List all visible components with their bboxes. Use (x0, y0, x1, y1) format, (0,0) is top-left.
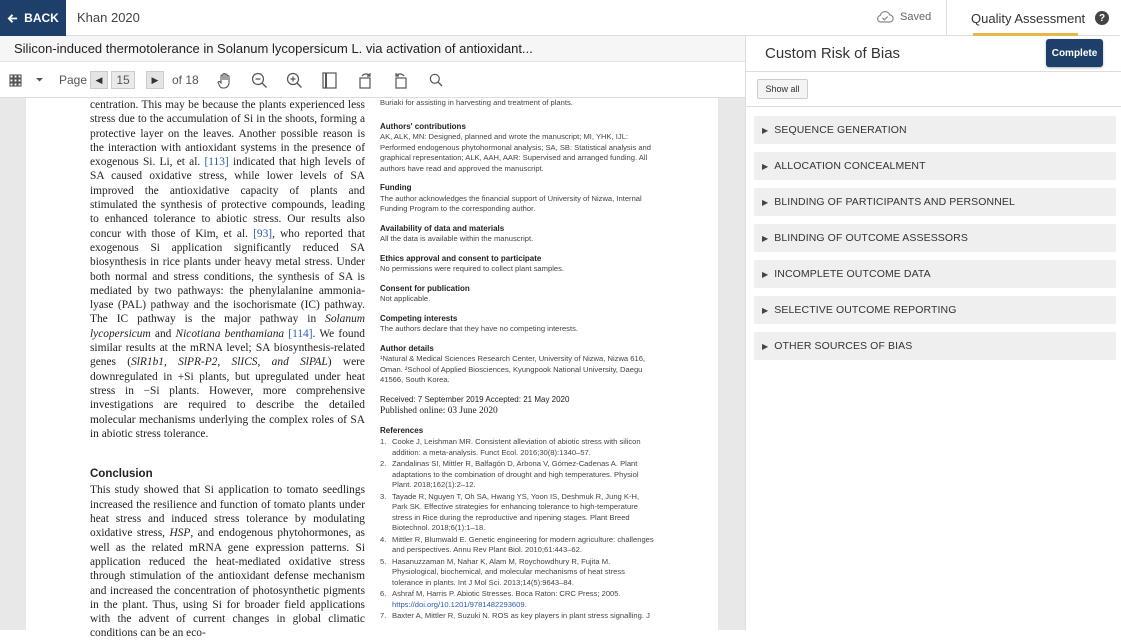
bias-domain-label: SELECTIVE OUTCOME REPORTING (774, 304, 957, 316)
reference-text: Cooke J, Leishman MR. Consistent alleviation of abiotic stress with silicon addition: a meta-analysis. Funct Ecol. 2016;30(8):1340–57. (392, 437, 641, 457)
bias-domain-item[interactable] (754, 260, 1116, 288)
reference-text: Baxter A, Mittler R, Suzuki N. ROS as key players in plant stress signalling. J (392, 611, 650, 620)
chevron-right-icon: ▶ (146, 71, 164, 89)
panel-title: Custom Risk of Bias (765, 45, 901, 62)
citation-link[interactable]: [93] (253, 227, 273, 240)
view-options-dropdown[interactable] (35, 62, 44, 98)
zoom-out-button[interactable] (251, 62, 268, 98)
consent-heading: Consent for publication (380, 283, 470, 293)
bias-domain-label: INCOMPLETE OUTCOME DATA (774, 268, 931, 280)
chevron-right-icon: ▶ (762, 233, 769, 243)
zoom-in-button[interactable] (286, 62, 303, 98)
search-button[interactable] (429, 62, 443, 98)
conclusion-paragraph: This study showed that Si application to tomato seedlings increased the resilience and function of tomato plants under heat stress and induced stress tolerance by modulating oxidative stress, HSP, and endogenous phytohormones, as well as the related mRNA gene expression patterns. Si application reduced the heat-mediated oxidative stress through stimulation of the antioxidant defense mechanism and increased the concentration of photosynthetic pigments in the plant. Thus, using Si for broader field applications with the advent of current changes in global climatic conditions can be an eco- (90, 484, 365, 640)
discussion-paragraph: centration. This may be because the plants experienced less stress due to the accumulation of Si in the shoots, forming a protective layer on the leaves. Another possible reason is the interaction with antioxidant systems in the presence of exogenous Si. Li, et al. [113] indicated that high levels of SA caused oxidative stress, while lower levels of SA improved the antioxidative capacity of plants and stimulated the synthesis of protective compounds, leading to enhanced tolerance to abiotic stress. Our results also concur with those of Kim, et al. [93], who reported that exogenous Si application significantly reduced SA biosynthesis in rice plants under heavy metal stress. Under both normal and stress conditions, the synthesis of SA is mediated by two pathways: the phenylalanine ammonia-lyase (PAL) pathway and the isochorismate (IC) pathway. The IC pathway is the major pathway in Solanum lycopersicum and Nicotiana benthamiana [114]. We found similar results at the mRNA level; SA biosynthesis-related genes (SlR1b1, SlPR-P2, SlICS, and SlPAL) were downregulated in +Si plants, but upregulated under heat stress in −Si plants. However, more comprehensive investigations are required to describe the detailed molecular mechanisms underlying the complex roles of SA in abiotic stress tolerance. (90, 99, 365, 440)
page-number-input[interactable] (111, 62, 135, 98)
tab-quality-assessment-label: Quality Assessment (971, 10, 1086, 26)
back-button-label: BACK (24, 11, 59, 25)
published-date: Published online: 03 June 2020 (380, 406, 498, 416)
citation-link[interactable]: [114] (288, 327, 313, 340)
chevron-right-icon: ▶ (762, 125, 769, 135)
consent-text: Not applicable. (380, 294, 431, 303)
chevron-right-icon: ▶ (762, 161, 769, 171)
bias-domain-item[interactable] (754, 224, 1116, 252)
reference-text: Hasanuzzaman M, Nahar K, Alam M, Roychowdhury R, Fujita M. Physiological, biochemical, and molecular mechanisms of heat stress tolerance in plants. Int J Mol Sci. 2013;14(5):9643–84. (392, 556, 625, 587)
reference-item (380, 459, 655, 491)
next-page-button[interactable] (146, 62, 164, 98)
zoom-out-icon (251, 72, 268, 89)
author-details-heading: Author details (380, 343, 434, 353)
prev-page-button[interactable] (90, 62, 108, 98)
bias-domain-item[interactable] (754, 296, 1116, 324)
pan-tool-button[interactable] (217, 62, 233, 98)
page-number-value: 15 (111, 71, 135, 89)
rotate-left-icon (392, 72, 409, 89)
bias-domain-label: SEQUENCE GENERATION (774, 124, 907, 136)
saved-status (876, 10, 931, 23)
bias-domain-list (754, 116, 1116, 368)
reference-text: Mittler R, Blumwald E. Genetic engineering for modern agriculture: challenges and perspectives. Annu Rev Plant Biol. 2010;61:443–62. (392, 534, 654, 554)
bias-domain-item[interactable] (754, 152, 1116, 180)
author-details-text: ¹Natural & Medical Sciences Research Center, University of Nizwa, Nizwa 616, Oman. ²School of Applied Biosciences, Kyungpook National University, Daegu 41566, South Korea. (380, 354, 646, 384)
reference-number: 1. (380, 437, 387, 446)
page-fit-icon (322, 72, 337, 89)
grid-icon (9, 74, 22, 87)
caret-down-icon (35, 77, 44, 83)
bias-domain-item[interactable] (754, 116, 1116, 144)
thumbnails-button[interactable] (9, 62, 22, 98)
conclusion-heading: Conclusion (90, 468, 153, 481)
chevron-right-icon: ▶ (762, 341, 769, 351)
doi-link[interactable]: https://doi.org/10.1201/9781482293609. (392, 599, 527, 609)
reference-item (380, 557, 655, 589)
bias-domain-item[interactable] (754, 188, 1116, 216)
reference-item (380, 437, 655, 458)
saved-label: Saved (900, 10, 932, 23)
reference-number: 6. (380, 589, 387, 598)
cloud-check-icon (876, 10, 894, 23)
zoom-in-icon (286, 72, 303, 89)
bias-domain-label: OTHER SOURCES OF BIAS (774, 340, 913, 352)
tab-quality-assessment[interactable] (946, 0, 1111, 36)
pdf-viewer[interactable] (0, 98, 745, 640)
bias-domain-label: ALLOCATION CONCEALMENT (774, 160, 926, 172)
chevron-left-icon: ◀ (90, 71, 108, 89)
chevron-right-icon: ▶ (762, 197, 769, 207)
reference-number: 3. (380, 491, 387, 501)
chevron-right-icon: ▶ (762, 305, 769, 315)
arrow-left-icon (7, 13, 18, 24)
contributions-text: AK, ALK, MN: Designed, planned and wrote the manuscript; MI, YHK, IJL: Performed endogenous phytohormonal analysis; SA, SB: Statistical analysis and graphical representation; ALK, AAH, AAR: Supervised and arranged funding. All authors have read and approved the manuscript. (380, 132, 651, 173)
help-icon[interactable]: ? (1095, 11, 1109, 25)
search-icon (429, 73, 443, 87)
availability-heading: Availability of data and materials (380, 223, 505, 233)
bias-domain-label: BLINDING OF PARTICIPANTS AND PERSONNEL (774, 196, 1015, 208)
pdf-page (26, 98, 718, 640)
rotate-left-button[interactable] (392, 62, 409, 98)
references-list (380, 437, 655, 622)
competing-heading: Competing interests (380, 313, 458, 323)
show-all-button[interactable]: Show all (757, 79, 808, 99)
competing-text: The authors declare that they have no competing interests. (380, 324, 578, 333)
reference-number: 4. (380, 534, 387, 544)
document-name: Khan 2020 (77, 10, 140, 25)
funding-heading: Funding (380, 183, 412, 192)
ethics-text: No permissions were required to collect plant samples. (380, 264, 565, 273)
reference-number: 2. (380, 459, 387, 468)
received-date: Received: 7 September 2019 Accepted: 21 May 2020 (380, 394, 570, 404)
panel-header (746, 36, 1121, 72)
page-count: of 18 (172, 73, 199, 87)
page-left-column (90, 98, 365, 641)
reference-item (380, 611, 655, 622)
fit-page-button[interactable] (322, 62, 337, 98)
document-title: Silicon-induced thermotolerance in Solanum lycopersicum L. via activation of antioxidant... (0, 36, 745, 62)
back-button[interactable] (0, 0, 66, 36)
pdf-toolbar (0, 62, 745, 98)
contributions-heading: Authors' contributions (380, 121, 466, 131)
reference-item (380, 535, 655, 556)
page-right-column (380, 98, 655, 622)
reference-item (380, 589, 655, 610)
acknowledgement-text: Buriaki for assisting in harvesting and treatment of plants. (380, 98, 573, 107)
citation-link[interactable]: [113] (204, 156, 229, 169)
references-heading: References (380, 425, 424, 435)
reference-number: 5. (380, 556, 387, 566)
chevron-right-icon: ▶ (762, 269, 769, 279)
ethics-heading: Ethics approval and consent to participate (380, 253, 542, 263)
bias-domain-label: BLINDING OF OUTCOME ASSESSORS (774, 232, 968, 244)
reference-item (380, 492, 655, 534)
funding-text: The author acknowledges the financial support of University of Nizwa, Internal Funding Program to the corresponding author. (380, 193, 642, 213)
reference-text: Zandalinas SI, Mittler R, Balfagón D, Arbona V, Gómez-Cadenas A. Plant adaptations to the combination of drought and high temperatures. Physiol Plant. 2018;162(1):2–12. (392, 459, 639, 489)
panel-subheader (746, 72, 1121, 107)
rotate-right-button[interactable] (357, 62, 374, 98)
hand-icon (217, 72, 233, 89)
top-bar (0, 0, 1120, 36)
risk-of-bias-panel (745, 36, 1120, 630)
rotate-right-icon (357, 72, 374, 89)
reference-text: Ashraf M, Harris P. Abiotic Stresses. Boca Raton: CRC Press; 2005. https://doi.org/10.1201/9781482293609. (392, 589, 621, 609)
availability-text: All the data is available within the manuscript. (380, 234, 534, 243)
page-label: Page (59, 73, 88, 87)
reference-text: Tayade R, Nguyen T, Oh SA, Hwang YS, Yoon IS, Deshmuk R, Jung K-H, Park SK. Effective strategies for enhancing tolerance to high-temperature stress in Rice during the reproductive and ripening stages. Plant Breed Biotechnol. 2018;6(1):1–18. (392, 491, 640, 532)
bias-domain-item[interactable] (754, 332, 1116, 360)
complete-button[interactable]: Complete (1046, 39, 1103, 67)
reference-number: 7. (380, 611, 387, 620)
